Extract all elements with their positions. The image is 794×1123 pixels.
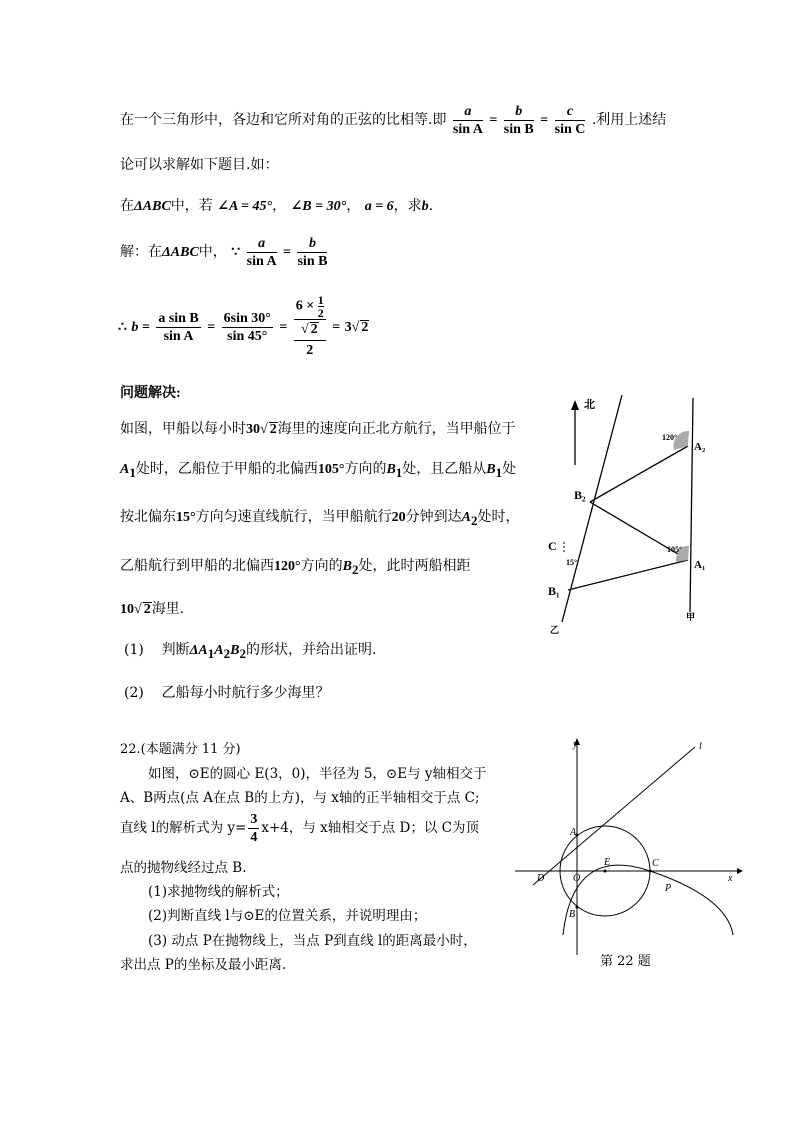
label-O: O [573, 873, 581, 884]
label-C: C [548, 539, 557, 553]
q22-sub-3: (3) 动点 P在抛物线上，当点 P到直线 l的距离最小时， [148, 933, 477, 949]
problem-line-4: 乙船航行到甲船的北偏西120°方向的$B_2$处，此时两船相距 [120, 558, 471, 577]
ship-navigation-figure [540, 390, 720, 640]
q22-line-1: 如图，⊙E的圆心 E(3，0)，半径为 5，⊙E与 y轴相交于 [148, 766, 487, 782]
label-E: E [604, 857, 611, 868]
solution-line-2: ∴ b = $\frac{\text{a sin B}}{\text{sin A}}$ = $\frac{6\sin 30^\circ}{\sin 45^\circ}$ = 6 × $\frac{1}{2}$ √ 2 2 = 3√ 2 [118, 288, 369, 366]
problem-heading: 问题解决: [120, 386, 181, 401]
angle-120-label: 120° [662, 433, 678, 442]
circle-parabola-figure [515, 735, 745, 975]
intro-line-2: 论可以求解如下题目.如： [120, 157, 279, 173]
label-B2: B₂ [574, 488, 586, 502]
q22-line-4: 点的抛物线经过点 B. [120, 860, 247, 876]
label-yi: 乙 [550, 625, 560, 635]
fraction-a-over-sinA: $\frac{a}{\text{sin A}}$ [452, 103, 483, 137]
label-x: x [728, 873, 733, 884]
example-line: 在ΔABC中，若 ∠A = 45°， ∠B = 30°， a = 6，求b. [120, 198, 434, 214]
label-l: l [699, 741, 702, 752]
label-P: P [665, 883, 672, 894]
angle-15-label: 15° [566, 558, 578, 567]
q22-sub-4: 求出点 P的坐标及最小距离. [120, 957, 287, 973]
q22-heading: 22.(本题满分 11 分) [120, 742, 241, 757]
question-1: (1) 判断$\Delta A_1A_2B_2$的形状，并给出证明. [124, 642, 377, 661]
fraction-b-over-sinB: $\frac{b}{\text{sin B}}$ [503, 103, 534, 137]
problem-line-1: 如图，甲船以每小时30√ 2海里的速度向正北方航行，当甲船位于 [120, 421, 516, 437]
q22-line-2: A、B两点(点 A在点 B的上方)，与 x轴的正半轴相交于点 C; [120, 790, 480, 806]
question-2: (2) 乙船每小时航行多少海里？ [124, 685, 330, 701]
label-D: D [537, 873, 545, 884]
label-C: C [652, 858, 659, 869]
problem-line-3: 按北偏东15°方向匀速直线航行，当甲船航行20分钟到达$A_2$处时， [120, 509, 520, 528]
angle-105-label: 105° [667, 545, 683, 554]
label-jia: 甲 [686, 612, 696, 622]
q22-sub-2: (2)判断直线 l与⊙E的位置关系，并说明理由； [148, 908, 427, 924]
q22-line-3: 直线 l的解析式为 y= $\frac{3}{4}$ x+4，与 x轴相交于点 D；以 C为顶 [120, 812, 479, 845]
nested-fraction: 6 × $\frac{1}{2}$ √ 2 2 [295, 292, 324, 358]
north-label: 北 [584, 399, 595, 411]
label-y: y [573, 739, 578, 750]
solution-line-1: 解：在ΔABC中， ∵ $\frac{a}{\text{sin A}}$ = $\frac{b}{\text{sin B}}$ [120, 235, 328, 269]
label-A1: A₁ [694, 559, 706, 571]
figure-22-caption: 第 22 题 [600, 954, 651, 969]
q22-sub-1: (1)求抛物线的解析式； [148, 884, 289, 900]
problem-line-2: $A_1$处时，乙船位于甲船的北偏西105°方向的$B_1$处，且乙船从$B_1$处 [120, 461, 517, 480]
intro-line-1: 在一个三角形中，各边和它所对角的正弦的比相等.即 $\frac{a}{\text{sin A}}$ = $\frac{b}{\text{sin B}}$ = $\frac{c}{\text{sin C}}$ .利用上述结 [120, 103, 667, 137]
intro-text: 在一个三角形中，各边和它所对角的正弦的比相等.即 [120, 112, 447, 128]
label-B1: B₁ [548, 584, 560, 598]
fraction-c-over-sinC: $\frac{c}{\text{sin C}}$ [554, 103, 586, 137]
label-A2: A₂ [694, 441, 706, 453]
label-B: B [569, 909, 576, 920]
label-A: A [570, 827, 577, 838]
problem-line-5: 10√ 2海里. [120, 601, 185, 617]
